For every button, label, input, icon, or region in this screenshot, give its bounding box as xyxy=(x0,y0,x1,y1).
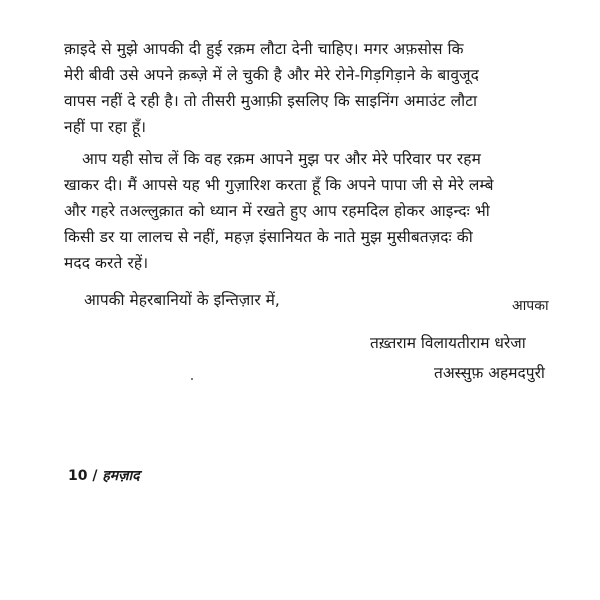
signature-yours: आपका xyxy=(512,298,549,314)
signature-name: तख़्तराम विलायतीराम धरेजा xyxy=(370,334,526,352)
page-footer xyxy=(68,466,140,485)
text-line: क़ाइदे से मुझे आपकी दी हुई रक़म लौटा देनी चाहिए। मगर अफ़सोस कि xyxy=(64,40,464,58)
letter-body xyxy=(64,36,564,276)
signature-place: तअस्सुफ़ अहमदपुरी xyxy=(434,364,545,382)
text-line: मदद करते रहें। xyxy=(64,254,149,272)
text-line: और गहरे तअल्लुक़ात को ध्यान में रखते हुए आप रहमदिल होकर आइन्दः भी xyxy=(64,202,490,220)
text-line: नहीं पा रहा हूँ। xyxy=(64,118,147,136)
text-line: मेरी बीवी उसे अपने क़ब्ज़े में ले चुकी है और मेरे रोने-गिड़गिड़ाने के बावुजूद xyxy=(64,66,479,84)
book-title: हमज़ाद xyxy=(102,468,140,484)
closing-line: आपकी मेहरबानियों के इन्तिज़ार में, xyxy=(84,291,280,309)
paragraph-1 xyxy=(64,36,564,140)
page-number: 10 xyxy=(68,468,88,484)
paragraph-2 xyxy=(64,146,564,276)
footer-separator: / xyxy=(92,468,98,484)
text-line: खाकर दी। मैं आपसे यह भी गुज़ारिश करता हूँ कि अपने पापा जी से मेरे लम्बे xyxy=(64,176,494,194)
text-line: वापस नहीं दे रही है। तो तीसरी मुआफ़ी इसलिए कि साइनिंग अमाउंट लौटा xyxy=(64,92,478,110)
print-speck xyxy=(191,378,193,380)
text-line: आप यही सोच लें कि वह रक़म आपने मुझ पर और मेरे परिवार पर रहम xyxy=(82,150,481,168)
text-line: किसी डर या लालच से नहीं, महज़ इंसानियत के नाते मुझ मुसीबतज़दः की xyxy=(64,228,473,246)
